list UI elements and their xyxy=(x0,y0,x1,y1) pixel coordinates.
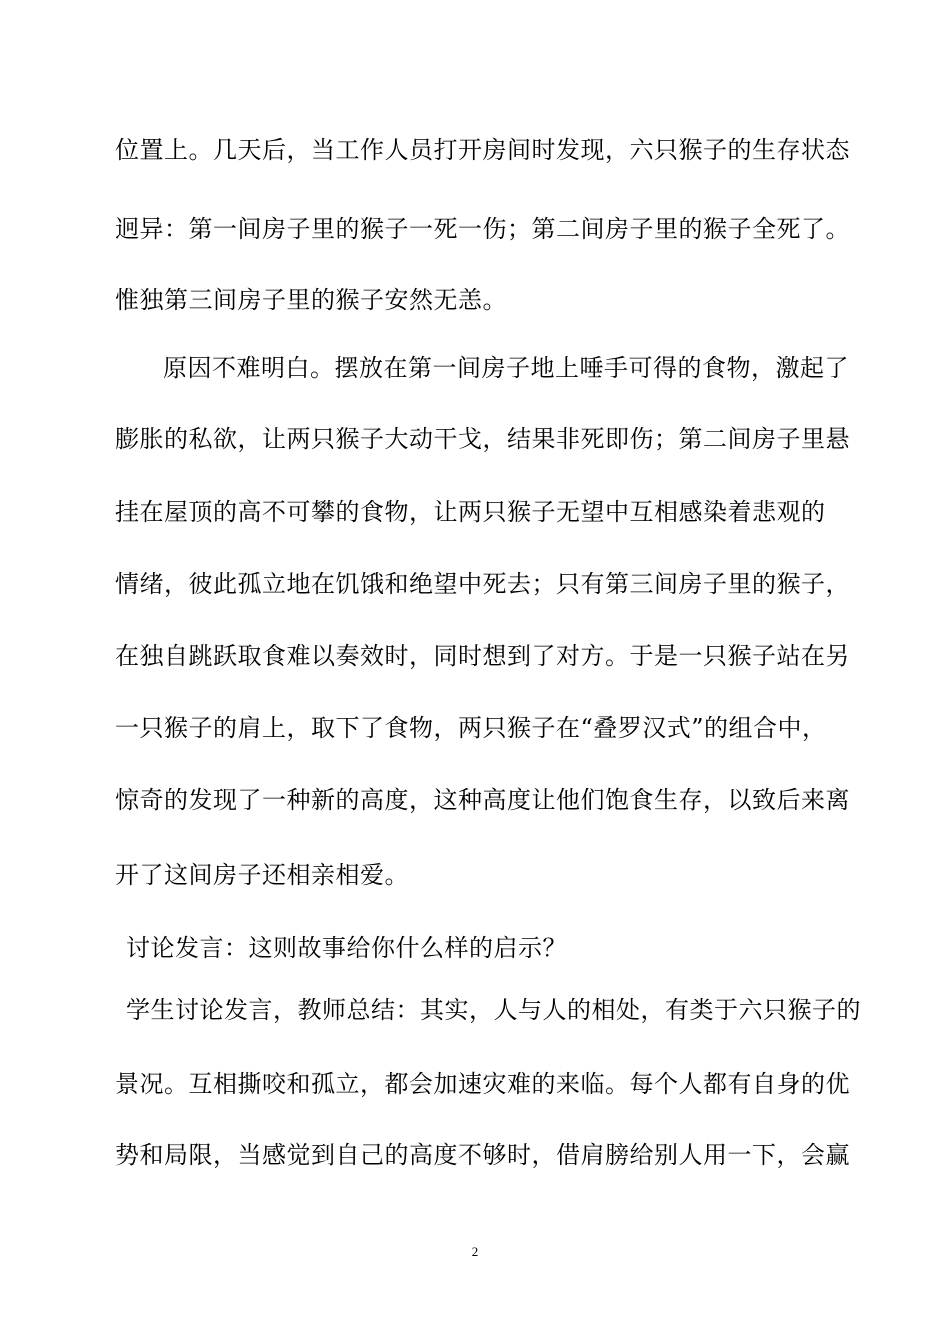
text-line-10: 惊奇的发现了一种新的高度，这种高度让他们饱食生存，以致后来离 xyxy=(115,786,850,814)
paragraph-start-line: 原因不难明白。摆放在第一间房子地上唾手可得的食物，激起了 xyxy=(163,354,849,382)
teacher-summary-start: 学生讨论发言，教师总结：其实，人与人的相处，有类于六只猴子的 xyxy=(126,996,861,1024)
text-line-5: 膨胀的私欲，让两只猴子大动干戈，结果非死即伤；第二间房子里悬 xyxy=(115,425,850,453)
text-line-1: 位置上。几天后，当工作人员打开房间时发现，六只猴子的生存状态 xyxy=(115,136,850,164)
discussion-prompt: 讨论发言：这则故事给你什么样的启示？ xyxy=(126,934,567,962)
text-line-9: 一只猴子的肩上，取下了食物，两只猴子在“叠罗汉式”的组合中， xyxy=(115,714,827,742)
text-line-2: 迥异：第一间房子里的猴子一死一伤；第二间房子里的猴子全死了。 xyxy=(115,215,850,243)
text-line-14: 景况。互相撕咬和孤立，都会加速灾难的来临。每个人都有自身的优 xyxy=(115,1070,850,1098)
text-line-15: 势和局限，当感觉到自己的高度不够时，借肩膀给别人用一下，会赢 xyxy=(115,1141,850,1169)
text-line-7: 情绪，彼此孤立地在饥饿和绝望中死去；只有第三间房子里的猴子， xyxy=(115,570,850,598)
text-line-3: 惟独第三间房子里的猴子安然无恙。 xyxy=(115,286,507,314)
text-line-8: 在独自跳跃取食难以奏效时，同时想到了对方。于是一只猴子站在另 xyxy=(115,642,850,670)
text-line-6: 挂在屋顶的高不可攀的食物，让两只猴子无望中互相感染着悲观的 xyxy=(115,498,826,526)
page-number: 2 xyxy=(471,1244,479,1259)
text-line-11: 开了这间房子还相亲相爱。 xyxy=(115,861,409,889)
